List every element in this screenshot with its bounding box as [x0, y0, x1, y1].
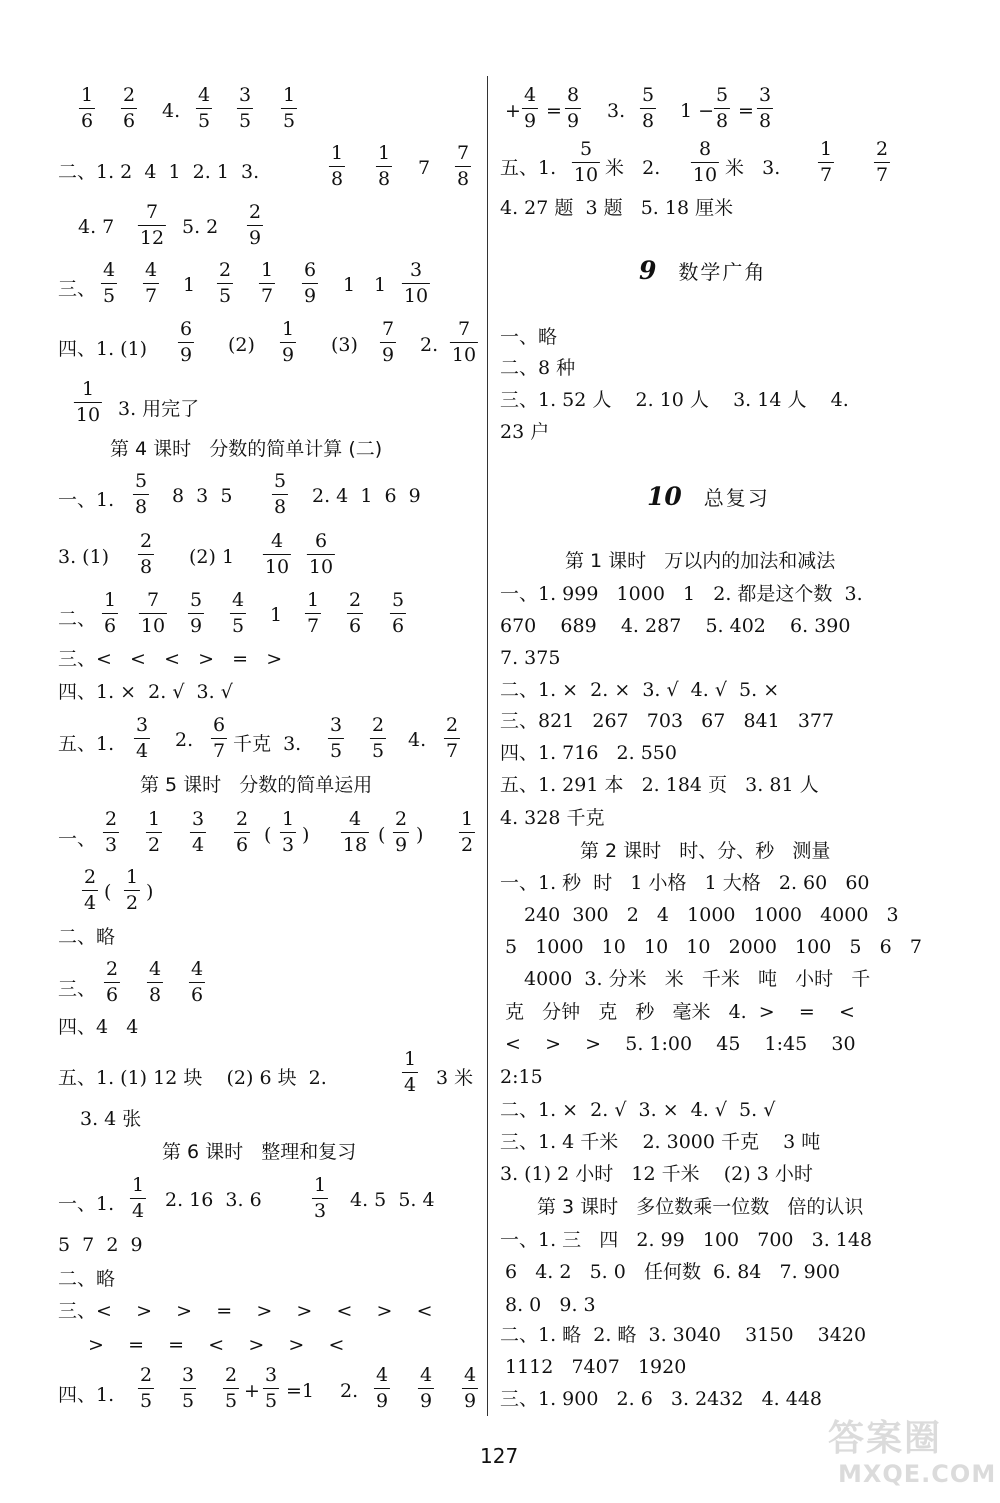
watermark-logo [820, 1402, 997, 1494]
answer-text: 8 3 5 [172, 485, 233, 507]
answer-line: 四、4 4 [58, 1016, 139, 1038]
answer-text: ) [146, 881, 154, 903]
fraction: 4 18 [342, 808, 368, 856]
answer-text: 3. (1) [58, 546, 110, 568]
answer-text: 3. [607, 100, 626, 122]
answer-text: 二、 [58, 608, 97, 630]
answer-text: 1 [183, 274, 196, 296]
answer-line: 克 分钟 克 秒 毫米 4. > = < [505, 1001, 855, 1023]
fraction: 7 10 [140, 589, 166, 637]
fraction: 4 5 [197, 84, 211, 132]
fraction: 3 5 [181, 1364, 195, 1412]
fraction: 4 9 [523, 84, 537, 132]
fraction: 5 8 [273, 470, 287, 518]
answer-line: 一、略 [500, 326, 558, 348]
lesson-heading: 第 2 课时 时、分、秒 测量 [580, 840, 831, 862]
answer-line: 240 300 2 4 1000 1000 4000 3 [524, 904, 899, 926]
answer-text: 米 2. [605, 157, 661, 179]
answer-line: 一、1. 999 1000 1 2. 都是这个数 3. [500, 583, 863, 605]
answer-text: = [546, 100, 562, 122]
answer-text: 4. [162, 100, 181, 122]
fraction: 4 5 [102, 259, 116, 307]
answer-text: 四、1. (1) [58, 338, 148, 360]
fraction: 4 9 [463, 1364, 477, 1412]
fraction: 7 10 [451, 318, 477, 366]
answer-line: 4. 27 题 3 题 5. 18 厘米 [500, 197, 734, 219]
fraction: 5 6 [391, 589, 405, 637]
answer-line: 三、< > > = > > < > < [58, 1300, 433, 1322]
answer-line: 1112 7407 1920 [505, 1356, 687, 1378]
chapter-heading [639, 258, 766, 283]
fraction: 2 9 [248, 201, 262, 249]
fraction: 1 10 [75, 378, 101, 426]
lesson-heading: 第 4 课时 分数的简单计算 (二) [110, 438, 383, 460]
fraction: 1 2 [125, 866, 139, 914]
answer-line: 4. 328 千克 [500, 807, 605, 829]
fraction: 2 5 [371, 714, 385, 762]
fraction: 1 2 [147, 808, 161, 856]
fraction: 1 9 [281, 318, 295, 366]
fraction: 1 7 [260, 259, 274, 307]
answer-text: 7 [418, 157, 431, 179]
chapter-number: 9 [639, 256, 657, 285]
fraction: 1 7 [306, 589, 320, 637]
fraction: 3 4 [135, 714, 149, 762]
fraction: 2 6 [122, 84, 136, 132]
answer-text: 1 [343, 274, 356, 296]
fraction: 3 10 [403, 259, 429, 307]
fraction: 1 6 [80, 84, 94, 132]
answer-text: 2. 4 1 6 9 [312, 485, 421, 507]
fraction: 4 10 [264, 530, 290, 578]
answer-text: 2. [340, 1380, 359, 1402]
fraction: 5 9 [189, 589, 203, 637]
lesson-heading: 第 6 课时 整理和复习 [162, 1141, 357, 1163]
answer-line: 23 户 [500, 421, 550, 443]
fraction: 7 8 [456, 142, 470, 190]
answer-text: 2. [175, 729, 194, 751]
fraction: 1 7 [819, 138, 833, 186]
fraction: 2 9 [394, 808, 408, 856]
answer-line: 五、1. 291 本 2. 184 页 3. 81 人 [500, 774, 819, 796]
fraction: 1 2 [460, 808, 474, 856]
fraction: 2 7 [445, 714, 459, 762]
fraction: 4 5 [231, 589, 245, 637]
answer-line: 3. 4 张 [80, 1108, 142, 1130]
fraction: 6 10 [308, 530, 334, 578]
fraction: 3 5 [329, 714, 343, 762]
answer-text: 1 [270, 604, 283, 626]
answer-text: 一、 [58, 828, 97, 850]
fraction: 4 6 [190, 958, 204, 1006]
answer-text: (2) 1 [189, 546, 235, 568]
fraction: 1 8 [330, 142, 344, 190]
answer-text: 1 − [680, 100, 715, 122]
chapter-title: 总复习 [703, 486, 770, 510]
answer-text: 四、1. [58, 1384, 115, 1406]
answer-text: 2. 16 3. 6 [165, 1189, 262, 1211]
chapter-title: 数学广角 [678, 260, 767, 284]
answer-line: 670 689 4. 287 5. 402 6. 390 [500, 615, 851, 637]
page-number: 127 [480, 1444, 519, 1468]
fraction: 1 6 [103, 589, 117, 637]
answer-text: 五、1. [58, 733, 115, 755]
answer-line: 三、1. 52 人 2. 10 人 3. 14 人 4. [500, 389, 849, 411]
watermark-url: MXQE.COM [838, 1460, 997, 1488]
answer-line: 四、1. × 2. √ 3. √ [58, 681, 233, 703]
watermark-text: 答案圈 [828, 1418, 943, 1459]
fraction: 3 8 [758, 84, 772, 132]
fraction: 2 6 [348, 589, 362, 637]
fraction: 1 3 [281, 808, 295, 856]
answer-line: 二、1. × 2. × 3. √ 4. √ 5. × [500, 679, 780, 701]
fraction: 5 8 [715, 84, 729, 132]
answer-text: 2. [420, 334, 439, 356]
answer-line: 二、1. × 2. √ 3. × 4. √ 5. √ [500, 1099, 776, 1121]
fraction: 3 5 [238, 84, 252, 132]
answer-line: < > > 5. 1:00 45 1:45 30 [505, 1033, 856, 1055]
answer-text: + [244, 1380, 260, 1402]
answer-text: 5. 2 [182, 216, 219, 238]
fraction: 1 3 [313, 1174, 327, 1222]
fraction: 2 5 [224, 1364, 238, 1412]
fraction: 2 7 [875, 138, 889, 186]
fraction: 6 9 [179, 318, 193, 366]
fraction: 2 6 [235, 808, 249, 856]
left-column [0, 0, 487, 1425]
lesson-heading: 第 1 课时 万以内的加法和减法 [565, 550, 836, 572]
answer-line: 三、< < < > = > [58, 648, 283, 670]
fraction: 6 7 [212, 714, 226, 762]
fraction: 3 4 [191, 808, 205, 856]
fraction: 5 8 [134, 470, 148, 518]
answer-text: (2) [228, 334, 255, 356]
answer-line: 三、1. 4 千米 2. 3000 千克 3 吨 [500, 1131, 821, 1153]
chapter-number: 10 [647, 482, 682, 511]
fraction: 1 8 [377, 142, 391, 190]
answer-line: 6 4. 2 5. 0 任何数 6. 84 7. 900 [505, 1261, 840, 1283]
answer-text: 4. 7 [78, 216, 115, 238]
answer-text: ( [264, 824, 272, 846]
fraction: 1 4 [131, 1174, 145, 1222]
answer-line: 二、略 [58, 1268, 116, 1290]
fraction: 5 10 [573, 138, 599, 186]
fraction: 2 6 [105, 958, 119, 1006]
answer-text: 五、1. (1) 12 块 (2) 6 块 2. [58, 1067, 327, 1089]
answer-line: 5 7 2 9 [58, 1234, 143, 1256]
answer-text: ) [416, 824, 424, 846]
answer-line: > = = < > > < [88, 1334, 345, 1356]
answer-line: 三、821 267 703 67 841 377 [500, 710, 835, 732]
answer-text: ( [378, 824, 386, 846]
answer-text: = [738, 100, 754, 122]
answer-line: 2:15 [500, 1066, 543, 1088]
fraction: 2 5 [139, 1364, 153, 1412]
answer-text: 五、1. [500, 157, 557, 179]
answer-text: 一、1. [58, 1193, 115, 1215]
answer-text: 一、1. [58, 489, 115, 511]
fraction: 8 9 [566, 84, 580, 132]
fraction: 3 5 [264, 1364, 278, 1412]
answer-line: 一、1. 秒 时 1 小格 1 大格 2. 60 60 [500, 872, 870, 894]
fraction: 2 8 [139, 530, 153, 578]
fraction: 5 8 [641, 84, 655, 132]
answer-line: 5 1000 10 10 10 2000 100 5 6 7 [505, 936, 922, 958]
fraction: 1 4 [403, 1048, 417, 1096]
answer-line: 7. 375 [500, 647, 561, 669]
answer-text: ) [302, 824, 310, 846]
fraction: 1 5 [282, 84, 296, 132]
fraction: 4 8 [148, 958, 162, 1006]
answer-line: 四、1. 716 2. 550 [500, 742, 677, 764]
lesson-heading: 第 5 课时 分数的简单运用 [140, 774, 373, 796]
fraction: 4 9 [375, 1364, 389, 1412]
answer-line: 二、8 种 [500, 357, 576, 379]
answer-text: 千克 3. [233, 733, 302, 755]
answer-text: 二、1. 2 4 1 2. 1 3. [58, 161, 260, 183]
fraction: 2 4 [83, 866, 97, 914]
answer-line: 4000 3. 分米 米 千米 吨 小时 千 [524, 968, 871, 990]
answer-text: 三、 [58, 978, 97, 1000]
right-column [487, 0, 1000, 1425]
answer-line: 二、1. 略 2. 略 3. 3040 3150 3420 [500, 1324, 867, 1346]
answer-line: 三、1. 900 2. 6 3. 2432 4. 448 [500, 1388, 822, 1410]
fraction: 2 5 [218, 259, 232, 307]
fraction: 4 7 [144, 259, 158, 307]
answer-text: 1 [374, 274, 387, 296]
fraction: 8 10 [692, 138, 718, 186]
fraction: 2 3 [104, 808, 118, 856]
answer-line: 3. (1) 2 小时 12 千米 (2) 3 小时 [500, 1163, 813, 1185]
answer-text: (3) [331, 334, 358, 356]
answer-text: ( [104, 881, 112, 903]
chapter-heading [647, 484, 770, 509]
answer-text: 4. [408, 729, 427, 751]
fraction: 7 12 [139, 201, 165, 249]
answer-text: + [505, 100, 521, 122]
answer-text: 3 米 [436, 1067, 474, 1089]
fraction: 6 9 [303, 259, 317, 307]
answer-line: 8. 0 9. 3 [505, 1294, 596, 1316]
answer-text: 3. 用完了 [118, 398, 200, 420]
fraction: 7 9 [381, 318, 395, 366]
fraction: 4 9 [419, 1364, 433, 1412]
answer-text: 三、 [58, 278, 97, 300]
answer-text: 米 3. [725, 157, 781, 179]
answer-line: 二、略 [58, 926, 116, 948]
answer-text: 4. 5 5. 4 [350, 1189, 435, 1211]
answer-line: 一、1. 三 四 2. 99 100 700 3. 148 [500, 1229, 873, 1251]
lesson-heading: 第 3 课时 多位数乘一位数 倍的认识 [537, 1196, 864, 1218]
answer-text: =1 [286, 1380, 315, 1402]
